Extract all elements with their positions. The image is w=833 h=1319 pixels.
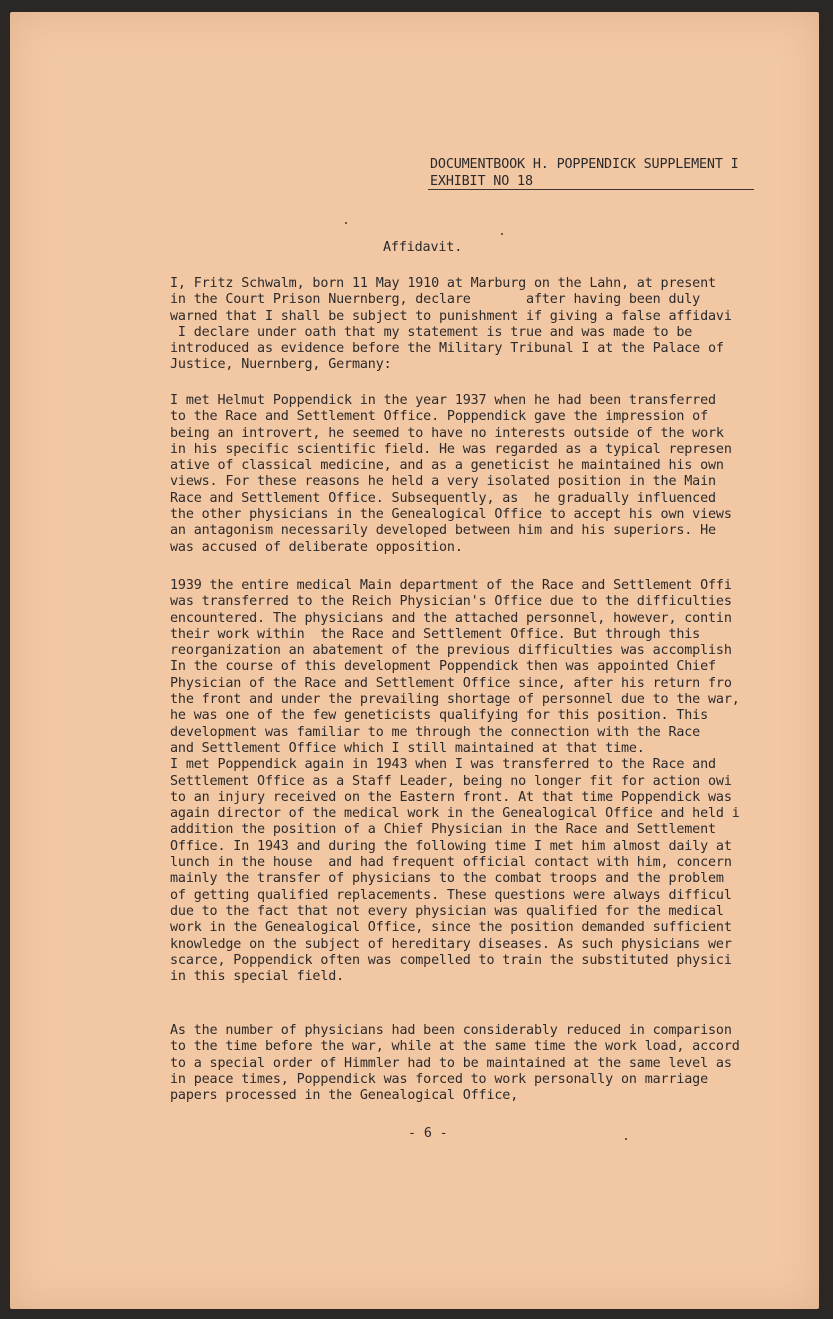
affidavit-title: Affidavit.: [383, 240, 463, 255]
text-line: was accused of deliberate opposition.: [170, 539, 463, 555]
text-line: knowledge on the subject of hereditary diseases. As such physicians wer: [170, 936, 732, 952]
text-line: development was familiar to me through the connection with the Race: [170, 724, 701, 740]
text-line: views. For these reasons he held a very isolated position in the Main: [170, 474, 716, 490]
text-line: in peace times, Poppendick was forced to work personally on marriage: [170, 1071, 709, 1087]
ink-speck: [501, 233, 503, 235]
text-line: the front and under the prevailing shortage of personnel due to the war,: [170, 692, 740, 708]
text-line: In the course of this development Poppendick then was appointed Chief: [170, 659, 716, 675]
exhibit-number: EXHIBIT NO 18: [430, 174, 533, 189]
text-line: As the number of physicians had been considerably reduced in comparison: [170, 1023, 732, 1038]
text-line: papers processed in the Genealogical Office,: [170, 1088, 519, 1104]
text-line: to an injury received on the Eastern front. At that time Poppendick was: [170, 789, 732, 805]
text-line: he was one of the few geneticists qualifying for this position. This: [170, 708, 709, 724]
text-line: to a special order of Himmler had to be maintained at the same level as: [170, 1055, 732, 1071]
header-underline: [428, 189, 754, 190]
page-number: - 6 -: [408, 1126, 448, 1141]
text-line: scarce, Poppendick often was compelled to train the substituted physici: [170, 952, 732, 968]
text-line: in the Court Prison Nuernberg, declare after having been duly: [170, 292, 701, 308]
document-book-heading: DOCUMENTBOOK H. POPPENDICK SUPPLEMENT I: [430, 157, 739, 172]
text-line: was transferred to the Reich Physician's Office due to the difficulties: [170, 594, 732, 610]
text-line: I met Poppendick again in 1943 when I was transferred to the Race and: [170, 757, 716, 773]
text-line: Physician of the Race and Settlement Office since, after his return fro: [170, 675, 732, 691]
text-line: of getting qualified replacements. These questions were always difficul: [170, 887, 732, 903]
text-line: due to the fact that not every physician was qualified for the medical: [170, 903, 724, 919]
text-line: Office. In 1943 and during the following time I met him almost daily at: [170, 838, 732, 854]
text-line: I declare under oath that my statement is true and was made to be: [170, 324, 693, 340]
ink-speck: [625, 1138, 627, 1140]
text-line: again director of the medical work in the Genealogical Office and held i: [170, 806, 740, 822]
text-line: to the Race and Settlement Office. Poppendick gave the impression of: [170, 409, 709, 425]
paragraph-first-meeting: [170, 393, 760, 556]
text-line: their work within the Race and Settlement Office. But through this: [170, 626, 701, 642]
text-line: warned that I shall be subject to punishment if giving a false affidavi: [170, 308, 732, 324]
text-line: introduced as evidence before the Military Tribunal I at the Palace of: [170, 341, 724, 357]
text-line: and Settlement Office which I still maintained at that time.: [170, 740, 645, 756]
ink-speck: [345, 222, 347, 224]
text-line: Settlement Office as a Staff Leader, being no longer fit for action owi: [170, 773, 732, 789]
text-line: an antagonism necessarily developed between him and his superiors. He: [170, 523, 716, 539]
text-line: Justice, Nuernberg, Germany:: [170, 357, 392, 373]
text-line: the other physicians in the Genealogical Office to accept his own views: [170, 507, 732, 523]
text-line: addition the position of a Chief Physician in the Race and Settlement: [170, 822, 716, 838]
text-line: in this special field.: [170, 969, 345, 985]
text-line: lunch in the house and had frequent official contact with him, concern: [170, 855, 732, 871]
text-line: mainly the transfer of physicians to the combat troops and the problem: [170, 871, 724, 887]
text-line: to the time before the war, while at the same time the work load, accord: [170, 1039, 740, 1055]
text-line: I, Fritz Schwalm, born 11 May 1910 at Marburg on the Lahn, at present: [170, 276, 716, 291]
text-line: 1939 the entire medical Main department of the Race and Settlement Offi: [170, 578, 732, 593]
text-line: ative of classical medicine, and as a geneticist he maintained his own: [170, 458, 724, 474]
paragraph-workload: [170, 1023, 760, 1104]
paragraph-reorganization: [170, 578, 760, 985]
text-line: Race and Settlement Office. Subsequently, as he gradually influenced: [170, 490, 716, 506]
text-line: reorganization an abatement of the previous difficulties was accomplish: [170, 643, 732, 659]
text-line: work in the Genealogical Office, since the position demanded sufficient: [170, 920, 732, 936]
paragraph-declaration: [170, 276, 760, 374]
text-line: in his specific scientific field. He was regarded as a typical represen: [170, 441, 732, 457]
text-line: being an introvert, he seemed to have no interests outside of the work: [170, 425, 724, 441]
text-line: encountered. The physicians and the attached personnel, however, contin: [170, 610, 732, 626]
text-line: I met Helmut Poppendick in the year 1937 when he had been transferred: [170, 393, 716, 408]
